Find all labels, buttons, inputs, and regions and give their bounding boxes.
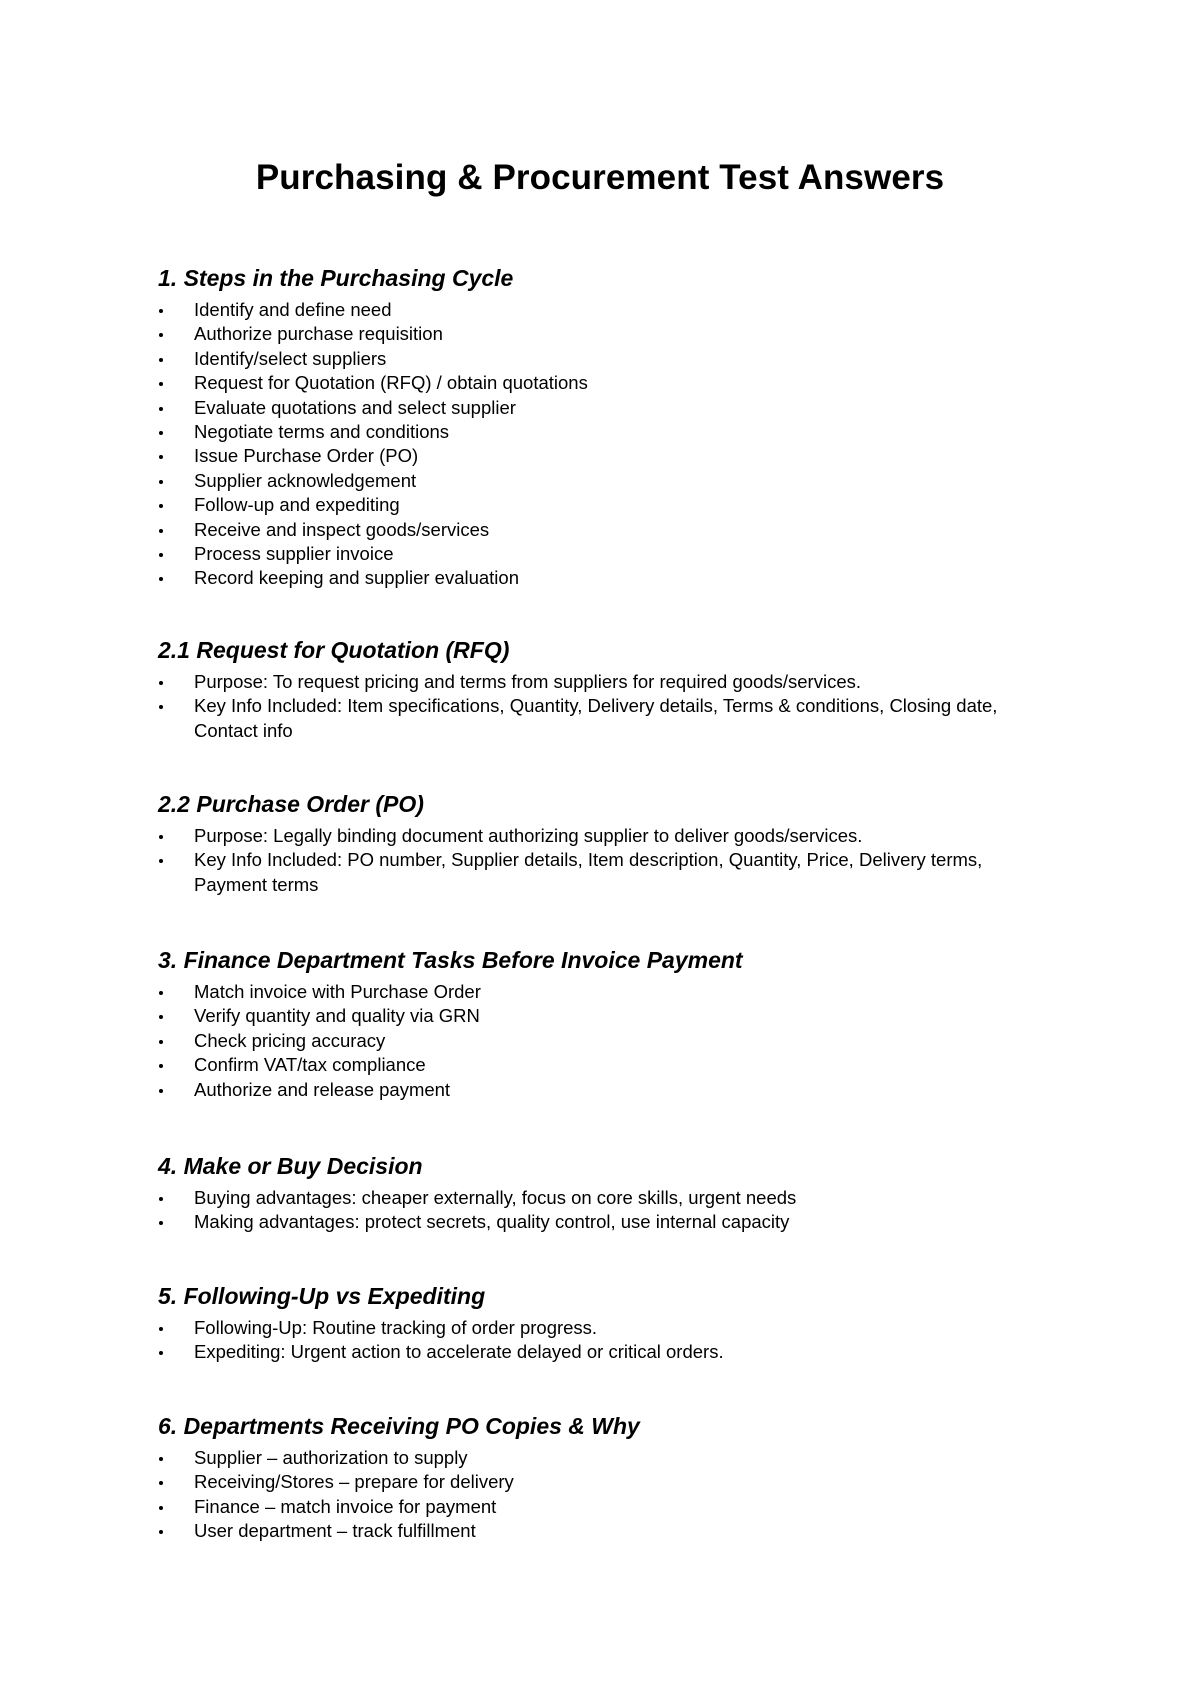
list-item: Making advantages: protect secrets, quality control, use internal capacity — [158, 1210, 1058, 1234]
bullet-list — [158, 298, 1058, 591]
list-item: Verify quantity and quality via GRN — [158, 1004, 1058, 1028]
section-purchasing-cycle — [158, 262, 1058, 591]
section-heading: 2.2 Purchase Order (PO) — [158, 791, 424, 817]
list-item: Supplier – authorization to supply — [158, 1446, 1058, 1470]
list-item: Check pricing accuracy — [158, 1029, 1058, 1053]
bullet-list — [158, 1316, 1058, 1365]
section-heading: 1. Steps in the Purchasing Cycle — [158, 265, 514, 291]
list-item: Record keeping and supplier evaluation — [158, 566, 1058, 590]
list-item: Authorize and release payment — [158, 1078, 1058, 1102]
list-item: Purpose: Legally binding document authorizing supplier to deliver goods/services. — [158, 824, 1058, 848]
list-item: Match invoice with Purchase Order — [158, 980, 1058, 1004]
list-item: Following-Up: Routine tracking of order progress. — [158, 1316, 1058, 1340]
list-item: Key Info Included: Item specifications, Quantity, Delivery details, Terms & conditions, Closing date, Contact info — [158, 694, 1058, 743]
section-po-copies — [158, 1410, 1058, 1544]
section-rfq — [158, 634, 1058, 743]
list-item: Follow-up and expediting — [158, 493, 1058, 517]
list-item: Issue Purchase Order (PO) — [158, 444, 1058, 468]
list-item: Expediting: Urgent action to accelerate delayed or critical orders. — [158, 1340, 1058, 1364]
list-item: User department – track fulfillment — [158, 1519, 1058, 1543]
section-heading: 4. Make or Buy Decision — [158, 1153, 423, 1179]
list-item: Identify and define need — [158, 298, 1058, 322]
list-item: Identify/select suppliers — [158, 347, 1058, 371]
section-heading: 5. Following-Up vs Expediting — [158, 1283, 486, 1309]
list-item: Evaluate quotations and select supplier — [158, 396, 1058, 420]
list-item: Confirm VAT/tax compliance — [158, 1053, 1058, 1077]
bullet-list — [158, 980, 1058, 1102]
section-purchase-order — [158, 788, 1058, 897]
section-heading: 2.1 Request for Quotation (RFQ) — [158, 637, 510, 663]
list-item: Process supplier invoice — [158, 542, 1058, 566]
bullet-list — [158, 824, 1058, 897]
section-make-or-buy — [158, 1150, 1058, 1235]
section-following-up-vs-expediting — [158, 1280, 1058, 1365]
bullet-list — [158, 1446, 1058, 1544]
list-item: Request for Quotation (RFQ) / obtain quotations — [158, 371, 1058, 395]
list-item: Negotiate terms and conditions — [158, 420, 1058, 444]
list-item: Purpose: To request pricing and terms from suppliers for required goods/services. — [158, 670, 1058, 694]
section-finance-tasks — [158, 944, 1058, 1102]
list-item: Key Info Included: PO number, Supplier details, Item description, Quantity, Price, Delivery terms, Payment terms — [158, 848, 1058, 897]
list-item: Authorize purchase requisition — [158, 322, 1058, 346]
list-item: Finance – match invoice for payment — [158, 1495, 1058, 1519]
list-item: Receiving/Stores – prepare for delivery — [158, 1470, 1058, 1494]
list-item: Receive and inspect goods/services — [158, 518, 1058, 542]
page-title: Purchasing & Procurement Test Answers — [255, 158, 945, 197]
section-heading: 3. Finance Department Tasks Before Invoice Payment — [158, 947, 743, 973]
bullet-list — [158, 670, 1058, 743]
list-item: Buying advantages: cheaper externally, focus on core skills, urgent needs — [158, 1186, 1058, 1210]
section-heading: 6. Departments Receiving PO Copies & Why — [158, 1413, 640, 1439]
list-item: Supplier acknowledgement — [158, 469, 1058, 493]
bullet-list — [158, 1186, 1058, 1235]
